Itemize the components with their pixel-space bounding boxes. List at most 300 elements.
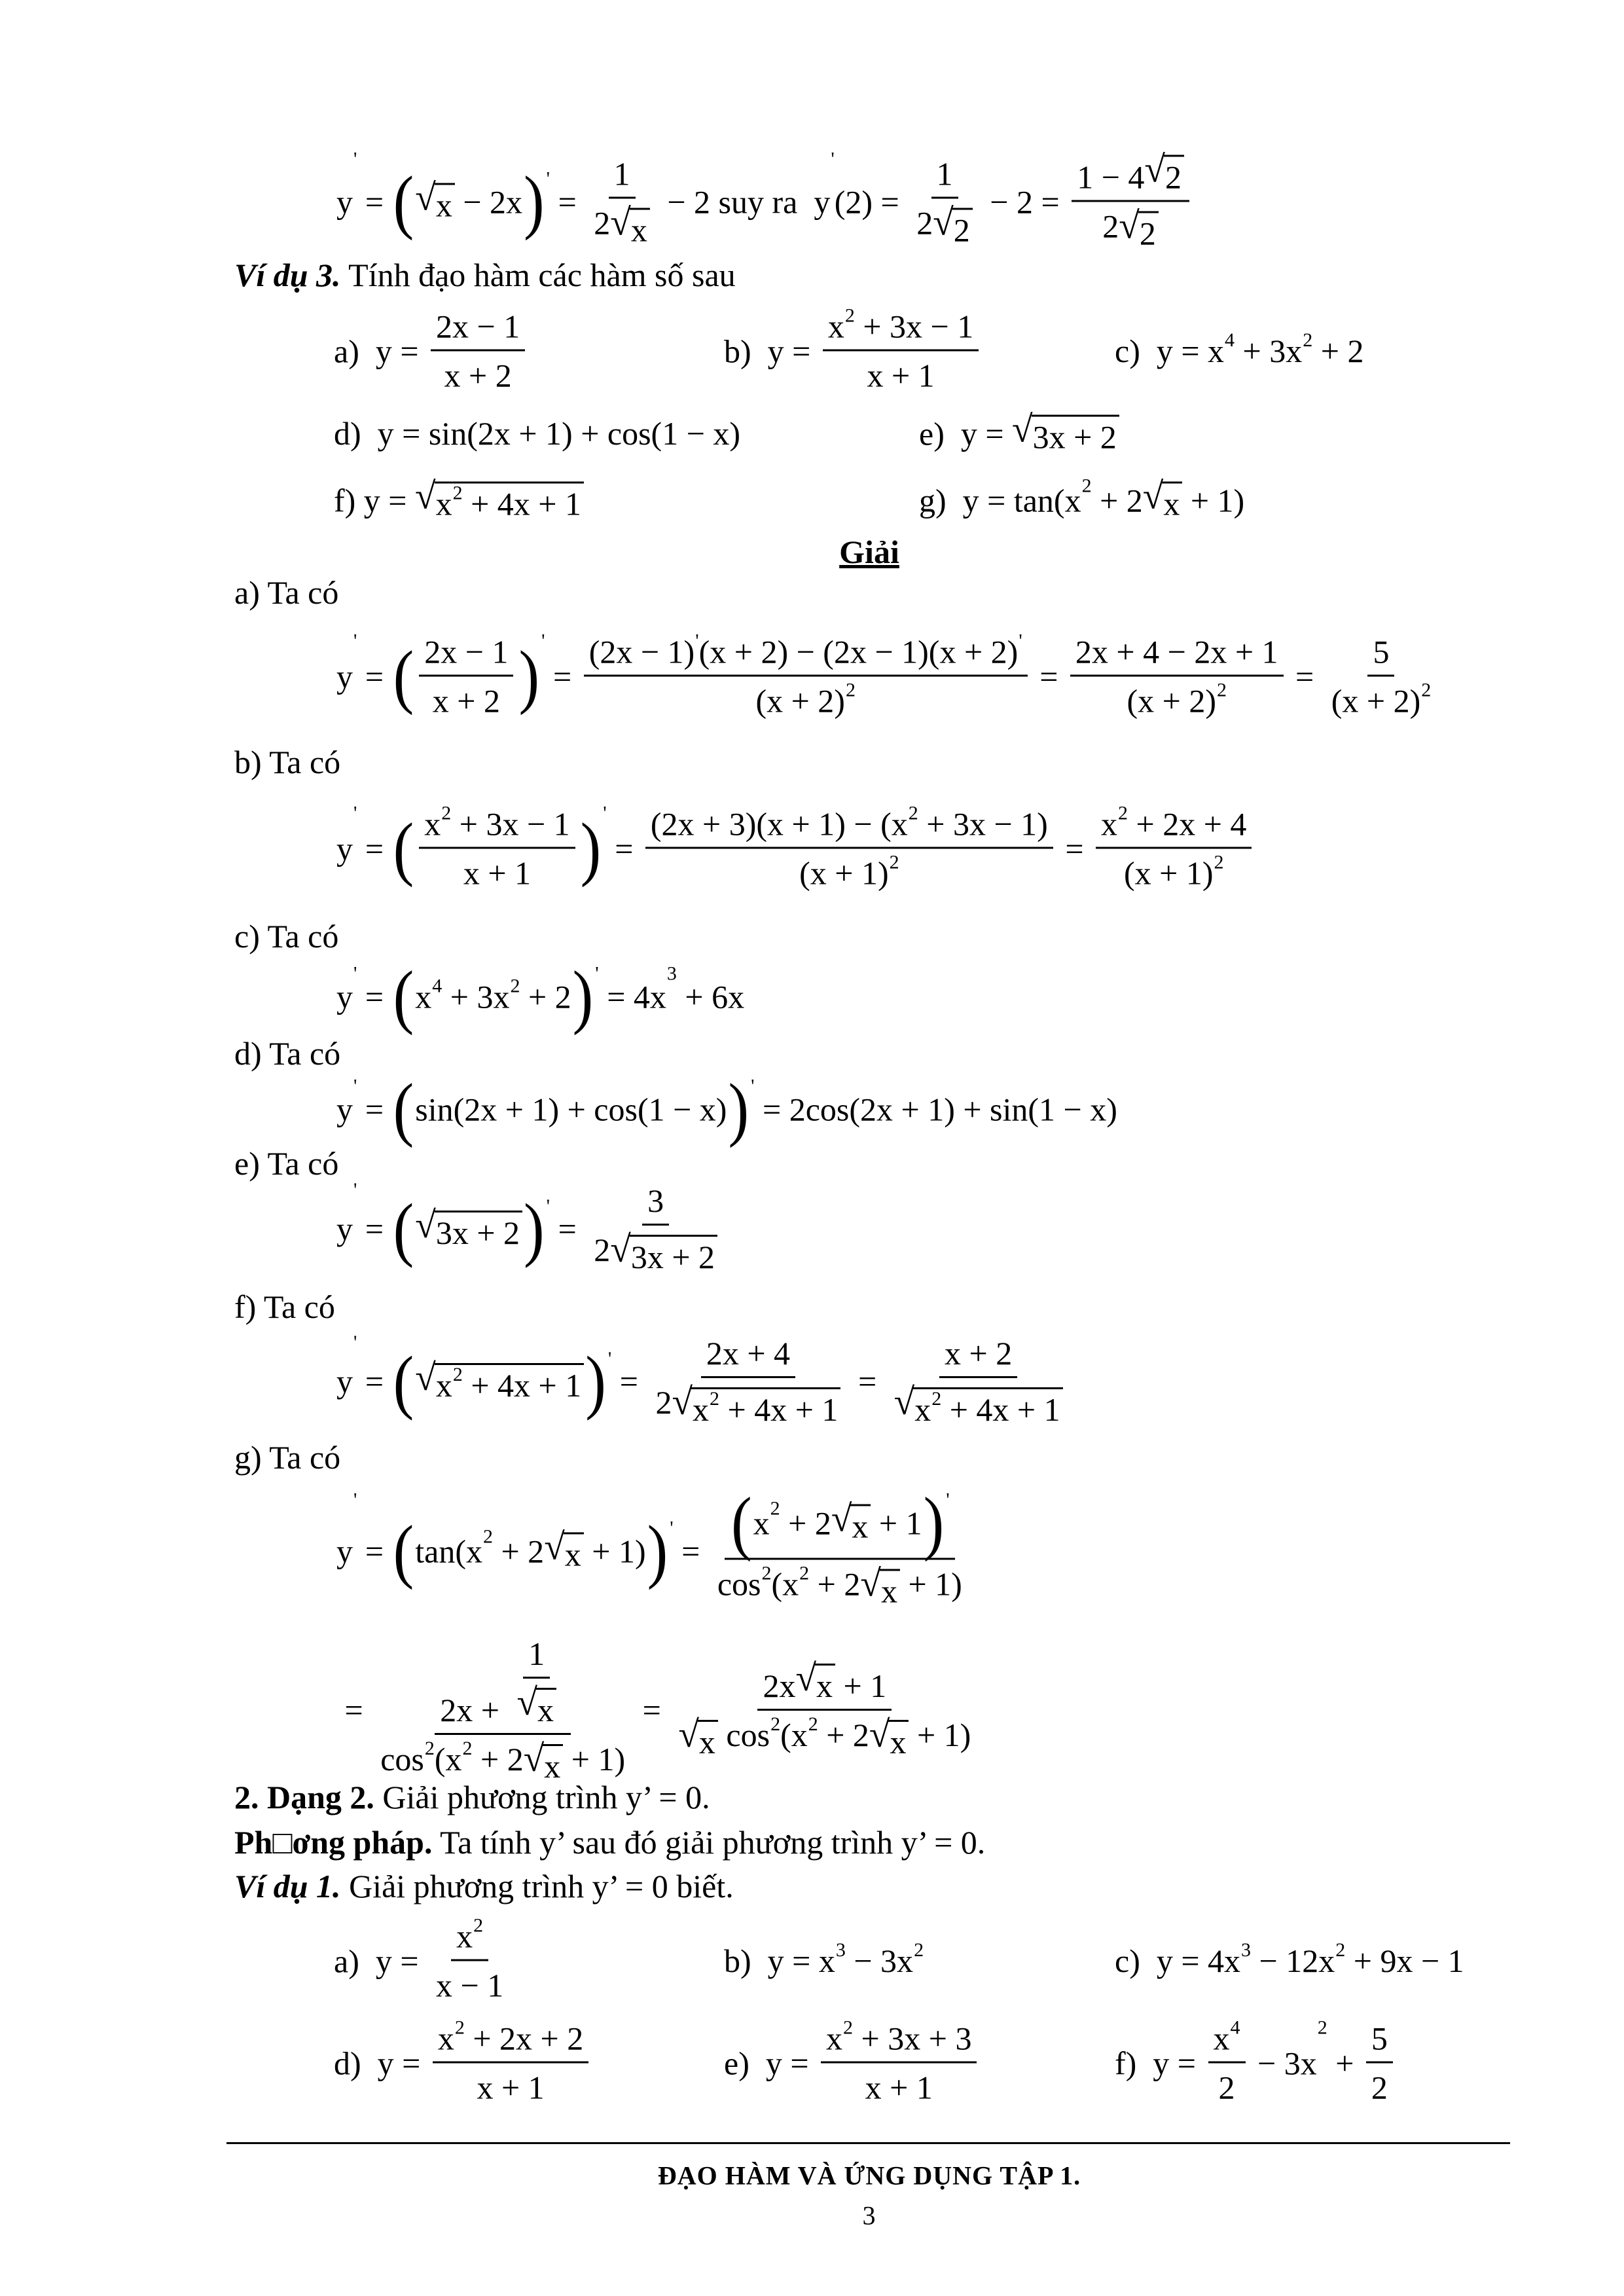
left-paren: (	[393, 1068, 414, 1149]
math-text: x	[537, 1692, 554, 1728]
fraction	[650, 1334, 846, 1429]
fraction	[823, 304, 979, 395]
exercise-b	[724, 304, 983, 395]
math-text: + 4x + 1	[462, 1366, 582, 1404]
parenthesized-group	[730, 1482, 950, 1563]
example-3-label: Ví dụ 3.	[234, 257, 341, 293]
section-2-title-text: Giải phương trình y’ = 0.	[374, 1779, 710, 1815]
math-text: =	[545, 658, 580, 695]
superscript: 2	[1317, 2016, 1327, 2039]
equation-exercise-b	[724, 1939, 924, 1980]
math-text: =	[357, 978, 392, 1015]
math-text: x	[693, 1391, 710, 1428]
right-paren: )	[923, 1482, 945, 1563]
fraction-denominator	[458, 849, 536, 892]
superscript: 2	[889, 851, 899, 873]
math-text: 2	[953, 211, 970, 248]
math-text: + 2	[472, 1741, 524, 1777]
radical-sign: √	[869, 1713, 890, 1755]
math-text: x	[564, 1536, 581, 1573]
fraction	[712, 1482, 967, 1611]
math-text: x	[890, 1723, 907, 1760]
math-text: a) y =	[334, 1942, 427, 1979]
superscript: 4	[1230, 2016, 1240, 2039]
radicand	[850, 1504, 871, 1546]
math-text: 3	[647, 1182, 664, 1219]
superscript: 2	[931, 1388, 942, 1410]
group-content	[415, 179, 522, 225]
math-text: x	[424, 805, 441, 843]
left-paren: (	[731, 1482, 752, 1563]
math-text: y	[336, 1091, 353, 1127]
superscript: 2	[1118, 802, 1128, 824]
radicand	[698, 1720, 718, 1761]
fraction	[1072, 151, 1189, 253]
fraction-numerator	[1072, 151, 1189, 202]
fraction-numerator	[1070, 633, 1284, 677]
math-text: x + 1	[463, 854, 532, 892]
math-text: 2	[594, 204, 611, 241]
math-text: x	[816, 1667, 833, 1704]
radical-sign: √	[1119, 205, 1140, 247]
math-text: 2	[1164, 158, 1182, 196]
right-paren: )	[524, 161, 545, 242]
fraction-numerator	[1366, 2020, 1393, 2064]
math-text: + 3x	[442, 978, 510, 1015]
radical-sign: √	[523, 1738, 545, 1779]
square-root	[678, 1713, 718, 1761]
intro-derivative-formula	[336, 148, 1193, 253]
math-text: d) y = sin(2x + 1) + cos(1 − x)	[334, 415, 741, 452]
superscript: 2	[510, 975, 520, 996]
math-text: + 4x + 1	[941, 1391, 1060, 1428]
fraction-denominator	[588, 198, 655, 249]
equation-exercise-e	[724, 2016, 981, 2107]
math-text: =	[357, 1091, 392, 1127]
square-root	[415, 475, 584, 523]
math-text: x	[544, 1748, 561, 1785]
math-text: y	[336, 658, 353, 695]
solution-c-formula	[336, 956, 745, 1036]
group-content	[415, 1359, 584, 1404]
parenthesized-group	[392, 1188, 550, 1269]
fraction-denominator	[712, 1560, 967, 1611]
superscript: 2	[452, 482, 463, 504]
right-paren: )	[728, 1068, 749, 1149]
math-text: 2	[1371, 2069, 1388, 2106]
left-paren: (	[393, 636, 414, 716]
superscript: '	[353, 962, 357, 985]
math-text: 1	[613, 155, 630, 192]
math-text: x	[914, 1391, 931, 1428]
section-2-title: 2. Dạng 2.	[234, 1779, 374, 1815]
equation-exercise-c	[1115, 1939, 1464, 1980]
math-text: sin(2x + 1) + cos(1 − x)	[415, 1091, 727, 1127]
fraction-numerator	[523, 1635, 550, 1679]
page-number: 3	[862, 2200, 876, 2231]
math-text: (x + 2)	[755, 682, 845, 720]
math-text: − 2 suy ra y	[659, 183, 831, 220]
superscript: '	[353, 1075, 357, 1097]
fraction-numerator	[609, 155, 636, 198]
prime-mark: '	[541, 630, 545, 652]
fraction-denominator	[588, 1226, 723, 1276]
math-text: tan(x	[415, 1533, 482, 1569]
right-paren: )	[518, 636, 540, 716]
math-text: − 3x	[1249, 2045, 1317, 2081]
math-text: + 2x + 2	[464, 2020, 584, 2057]
parenthesized-group	[392, 1068, 755, 1149]
math-text: y	[336, 183, 353, 220]
math-text: =	[550, 1211, 585, 1247]
radicand	[815, 1664, 835, 1705]
fraction-denominator	[471, 2064, 549, 2107]
equation-exercise-a	[334, 1914, 513, 2005]
math-text: 2	[1102, 208, 1119, 245]
math-text: y	[336, 830, 353, 867]
math-text: − 2x	[454, 183, 523, 220]
math-text: 3x + 2	[435, 1214, 520, 1251]
fraction-denominator	[1326, 677, 1437, 720]
math-text: x	[456, 1918, 473, 1955]
math-text: +	[1327, 2045, 1362, 2081]
superscript: 2	[844, 304, 855, 327]
parenthesized-group	[392, 630, 545, 720]
superscript: 2	[761, 1562, 772, 1584]
radicand	[1138, 211, 1159, 253]
math-text: = 4x	[598, 978, 666, 1015]
fraction-numerator	[1208, 2016, 1246, 2064]
prime-mark: '	[670, 1517, 674, 1539]
math-text: x	[880, 1573, 897, 1610]
fraction-numerator	[435, 1635, 571, 1735]
fraction	[821, 2016, 977, 2107]
math-text: =	[1287, 658, 1322, 695]
equation-exercise-f	[1115, 2016, 1397, 2107]
math-text: =	[357, 1533, 392, 1569]
radical-sign: √	[544, 1526, 565, 1568]
math-text: x	[753, 1504, 770, 1541]
fraction	[419, 802, 575, 892]
section-2-heading	[234, 1778, 710, 1816]
math-text: a) y =	[334, 333, 427, 369]
fraction-numerator	[931, 155, 958, 198]
fraction-denominator	[911, 198, 978, 249]
fraction-denominator	[750, 677, 861, 720]
left-paren: (	[393, 956, 414, 1036]
square-root	[415, 179, 455, 225]
math-text: =	[357, 830, 392, 867]
superscript: 2	[908, 802, 918, 824]
solution-a-label: a) Ta có	[234, 574, 339, 611]
math-text: x	[1163, 485, 1180, 522]
superscript: '	[353, 1179, 357, 1201]
math-text: (x + 1)	[1123, 854, 1214, 892]
left-paren: (	[393, 1341, 414, 1421]
math-text: (x	[780, 1716, 808, 1753]
math-text: 3x + 2	[1032, 418, 1117, 456]
radical-sign: √	[415, 1357, 436, 1398]
square-root	[894, 1383, 1063, 1429]
radicand	[1162, 482, 1182, 523]
square-root	[795, 1657, 835, 1705]
math-text: + 2	[818, 1716, 869, 1753]
group-content	[415, 1525, 646, 1574]
superscript: 2	[808, 1713, 818, 1735]
math-text: (x	[434, 1741, 462, 1777]
left-paren: (	[393, 161, 414, 242]
math-text: 2	[594, 1231, 611, 1268]
solution-d-label: d) Ta có	[234, 1035, 341, 1072]
superscript: 2	[770, 1497, 780, 1520]
math-text: 3x + 2	[630, 1239, 715, 1275]
superscript: 2	[1214, 851, 1224, 873]
right-paren: )	[647, 1510, 668, 1591]
prime-mark: '	[607, 1347, 612, 1370]
fraction	[1326, 633, 1437, 720]
math-text: =	[336, 1692, 372, 1728]
fraction	[431, 308, 525, 395]
math-text: + 2	[809, 1565, 861, 1603]
fraction-numerator	[451, 1914, 488, 1961]
superscript: '	[353, 802, 357, 824]
solution-g-formula-1	[336, 1482, 971, 1611]
radicand	[888, 1720, 909, 1761]
math-text: f) y =	[1115, 2045, 1204, 2081]
group-content	[753, 1497, 922, 1546]
fraction-numerator	[821, 2016, 977, 2064]
example-3-text: Tính đạo hàm các hàm số sau	[340, 257, 736, 293]
solution-g-label: g) Ta có	[234, 1439, 341, 1476]
fraction-denominator	[650, 1378, 846, 1429]
superscript: 2	[1081, 475, 1092, 497]
math-text: =	[357, 183, 392, 220]
math-text: x	[435, 187, 452, 224]
math-text: =	[357, 1211, 392, 1247]
solution-a-formula	[336, 630, 1440, 720]
square-root	[672, 1383, 840, 1429]
math-text: = 2cos(2x + 1) + sin(1 − x)	[754, 1091, 1117, 1127]
math-text: (x	[771, 1565, 799, 1603]
fraction	[1070, 633, 1284, 720]
math-text: =	[611, 1363, 647, 1400]
math-text: + 2	[1091, 482, 1143, 519]
superscript: 3	[835, 1939, 846, 1961]
math-text: =	[673, 1533, 708, 1569]
prime-mark: '	[595, 962, 599, 985]
math-text: + 2	[1312, 333, 1364, 369]
fraction-denominator	[794, 849, 905, 892]
example-1-heading	[234, 1867, 734, 1905]
math-text: x	[826, 2020, 843, 2057]
fraction	[1208, 2016, 1246, 2107]
math-text: + 2x + 4	[1128, 805, 1247, 843]
superscript: 2	[473, 1914, 484, 1937]
fraction-numerator	[584, 630, 1028, 677]
fraction-denominator	[860, 2064, 938, 2107]
radicand	[564, 1533, 584, 1574]
math-text: + 3x − 1	[854, 308, 974, 345]
group-content	[415, 1204, 522, 1252]
radicand	[691, 1387, 840, 1429]
radical-sign: √	[1012, 409, 1033, 450]
superscript: 3	[1241, 1939, 1252, 1961]
fraction-numerator	[433, 2016, 588, 2064]
group-content	[415, 1090, 727, 1128]
math-text: x + 2	[432, 682, 500, 720]
fraction-denominator	[673, 1711, 976, 1761]
math-text: x	[852, 1508, 869, 1545]
math-text: =	[850, 1363, 885, 1400]
parenthesized-group	[392, 802, 607, 892]
method-text: Ta tính y’ sau đó giải phương trình y’ = 0.	[432, 1824, 986, 1861]
radical-sign: √	[860, 1563, 881, 1605]
math-text: x + 1	[867, 357, 935, 394]
radical-sign: √	[795, 1657, 817, 1699]
math-text: =	[357, 1363, 392, 1400]
left-paren: (	[393, 1510, 414, 1591]
math-text: (2x + 3)(x + 1) − (x	[650, 805, 908, 843]
right-paren: )	[524, 1188, 545, 1269]
radical-sign: √	[415, 177, 436, 219]
fraction-numerator	[757, 1657, 892, 1711]
fraction-denominator	[1119, 849, 1229, 892]
fraction	[1366, 2020, 1393, 2107]
math-text: cos	[380, 1741, 424, 1777]
group-content	[415, 977, 571, 1015]
math-text: + 3x	[1235, 333, 1303, 369]
solution-e-label: e) Ta có	[234, 1145, 339, 1182]
superscript: 2	[1303, 329, 1313, 351]
group-content	[415, 802, 579, 892]
math-text: + 9x − 1	[1345, 1942, 1464, 1979]
solution-b-label: b) Ta có	[234, 744, 341, 780]
math-text: 2x + 4 − 2x + 1	[1075, 633, 1278, 670]
solution-heading: Giải	[839, 534, 899, 570]
radical-sign: √	[893, 1381, 915, 1423]
footer-title: ĐẠO HÀM VÀ ỨNG DỤNG TẬP 1.	[657, 2160, 1081, 2191]
radical-sign: √	[415, 475, 436, 517]
group-content	[415, 633, 517, 720]
square-root	[544, 1526, 584, 1574]
math-text: y	[336, 1363, 353, 1400]
radical-sign: √	[831, 1498, 852, 1540]
math-text: (x + 1)	[799, 854, 889, 892]
radicand	[880, 1569, 900, 1611]
fraction	[673, 1657, 976, 1761]
square-root	[933, 204, 973, 249]
math-text: 2x	[763, 1667, 796, 1704]
fraction-numerator	[939, 1334, 1017, 1378]
method-label: Ph□ơng pháp.	[234, 1824, 433, 1861]
fraction-numerator	[1367, 633, 1394, 677]
math-text: x + 1	[865, 2069, 933, 2106]
solution-f-formula	[336, 1334, 1072, 1429]
math-text: (2) =	[834, 183, 908, 220]
math-text: + 2	[520, 978, 571, 1015]
math-text: y	[336, 978, 353, 1015]
prime-mark: '	[946, 1489, 950, 1511]
math-text: x + 2	[444, 357, 512, 394]
fraction-denominator	[861, 352, 939, 395]
radicand	[435, 1363, 584, 1404]
fraction	[1096, 802, 1252, 892]
fraction	[431, 1914, 509, 2005]
fraction-numerator	[1096, 802, 1252, 849]
radicand	[913, 1387, 1062, 1429]
math-text: + 4x + 1	[719, 1391, 839, 1428]
math-text: d) y =	[334, 2045, 429, 2081]
example-1-text: Giải phương trình y’ = 0 biết.	[340, 1868, 734, 1904]
radical-sign: √	[610, 1229, 631, 1270]
math-text: (x + 2)	[1127, 682, 1216, 720]
math-text: =	[357, 658, 392, 695]
radicand	[630, 1235, 717, 1276]
superscript: 4	[432, 975, 442, 996]
math-text: g) y = tan(x	[919, 482, 1081, 519]
math-text: (x + 2) − (2x − 1)(x + 2)	[698, 633, 1019, 670]
math-text: x	[1213, 2020, 1230, 2057]
radicand	[536, 1688, 556, 1729]
fraction-denominator	[1366, 2064, 1393, 2107]
radical-sign: √	[678, 1713, 699, 1755]
fraction-denominator	[1214, 2064, 1240, 2107]
superscript: '	[831, 148, 835, 170]
superscript: '	[353, 1489, 357, 1511]
superscript: 2	[799, 1562, 810, 1584]
math-text: b) y =	[724, 333, 819, 369]
radicand	[952, 208, 973, 249]
prime-mark: '	[603, 802, 607, 824]
math-text: x − 1	[436, 1967, 504, 2004]
math-text: + 2	[492, 1533, 545, 1569]
math-text: =	[606, 830, 641, 867]
square-root	[869, 1713, 909, 1761]
square-root	[610, 1231, 717, 1276]
math-text: x	[435, 485, 452, 522]
fraction-numerator	[419, 633, 513, 677]
math-text: cos	[717, 1565, 761, 1603]
math-text: x	[437, 2020, 454, 2057]
radical-sign: √	[933, 202, 954, 243]
fraction-denominator	[439, 352, 517, 395]
fraction-denominator	[889, 1378, 1068, 1429]
radicand	[630, 208, 650, 249]
footer-divider	[226, 2142, 1510, 2144]
example-3-heading	[234, 256, 736, 294]
fraction-denominator	[1097, 202, 1164, 253]
math-text: 2	[916, 204, 933, 241]
square-root	[415, 1359, 584, 1404]
square-root	[610, 204, 650, 249]
math-text: + 1	[871, 1504, 922, 1541]
square-root	[1012, 411, 1119, 456]
superscript: 3	[666, 962, 677, 985]
math-text: + 6x	[676, 978, 745, 1015]
superscript: 2	[914, 1939, 924, 1961]
prime-mark: '	[546, 168, 550, 190]
fraction	[433, 2016, 588, 2107]
math-text: x	[698, 1723, 715, 1760]
math-text: f) y =	[334, 482, 415, 519]
fraction	[588, 155, 655, 249]
math-text: =	[550, 183, 585, 220]
math-text: 2	[1139, 215, 1156, 252]
superscript: 2	[424, 1738, 435, 1759]
superscript: 2	[441, 802, 452, 824]
right-paren: )	[580, 808, 602, 888]
example-1-label: Ví dụ 1.	[234, 1868, 341, 1904]
